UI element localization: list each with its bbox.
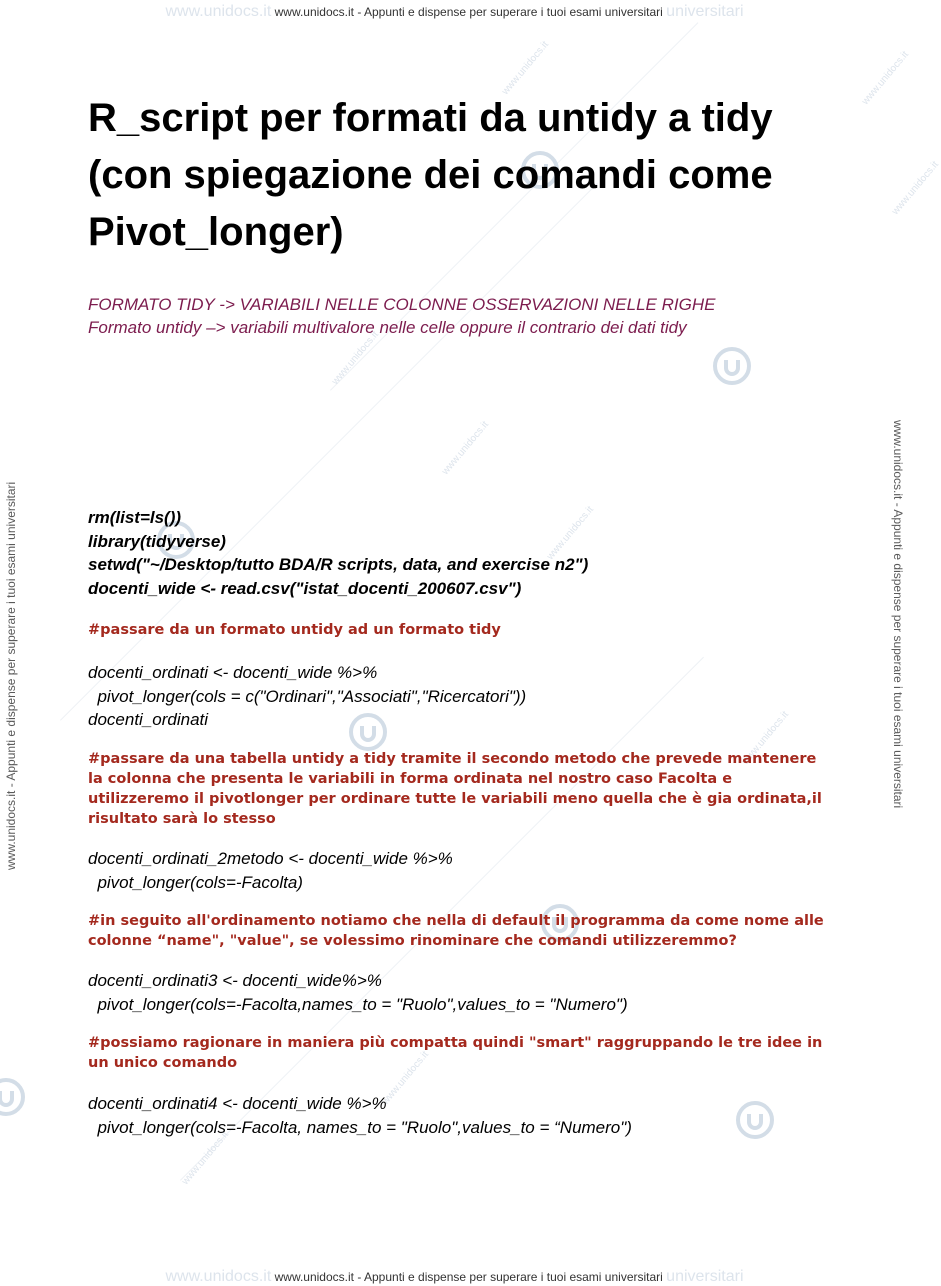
code-line: docenti_ordinati <- docenti_wide %>% [88,663,378,682]
code-line: docenti_ordinati3 <- docenti_wide%>% [88,971,382,990]
watermark-ghost-left: www.unidocs.it [165,1268,272,1285]
code-line: pivot_longer(cols=-Facolta, names_to = "Ruolo",values_to = “Numero") [88,1117,632,1137]
watermark-diagonal: www.unidocs.it [500,39,551,98]
watermark-diagonal: www.unidocs.it [180,1129,231,1188]
watermark-side-right: www.unidocs.it - Appunti e dispense per superare i tuoi esami universitari [891,420,905,809]
code-line: docenti_ordinati4 <- docenti_wide %>% [88,1094,387,1113]
watermark-diagonal: www.unidocs.it [380,1049,431,1108]
code-line: pivot_longer(cols = c("Ordinari","Associati","Ricercatori")) [88,686,527,706]
code-line: pivot_longer(cols=-Facolta,names_to = "Ruolo",values_to = "Numero") [88,994,628,1014]
section-comment: #passare da una tabella untidy a tidy tramite il secondo metodo che prevede mantenere la colonna che presenta le variabili in forma ordinata nel nostro caso Facolta e utilizzeremo il pivotlonger per ordinare tutte le variabili meno quella che è gia ordinata,il risultato sarà lo stesso [88,751,822,827]
code-line: docenti_ordinati_2metodo <- docenti_wide %>% [88,849,453,868]
code-line: docenti_ordinati [88,710,209,729]
watermark-side-left: www.unidocs.it - Appunti e dispense per superare i tuoi esami universitari [4,481,18,870]
section-code [88,1092,828,1139]
watermark-diagonal: www.unidocs.it [740,709,791,768]
watermark-diagonal: www.unidocs.it [890,159,941,218]
watermark-footer [0,1268,909,1286]
watermark-ghost-right: universitari [666,3,744,20]
watermark-diagonal: www.unidocs.it [545,504,596,563]
watermark-header-text: www.unidocs.it - Appunti e dispense per superare i tuoi esami universitari [274,5,663,19]
watermark-diagonal: www.unidocs.it [860,49,911,108]
subtitle-line: Formato untidy –> variabili multivalore nelle celle oppure il contrario dei dati tidy [88,318,687,337]
unidocs-logo-icon [712,346,752,386]
code-line: library(tidyverse) [88,531,226,551]
section-code [88,661,828,732]
unidocs-logo-icon [0,1077,26,1117]
document-title: R_script per formati da untidy a tidy (con spiegazione dei comandi come Pivot_longer) [88,96,773,254]
document-subtitle [88,293,848,339]
watermark-header [0,3,909,21]
subtitle-line: FORMATO TIDY -> VARIABILI NELLE COLONNE OSSERVAZIONI NELLE RIGHE [88,295,716,314]
watermark-ghost-left: www.unidocs.it [165,3,272,20]
code-line: rm(list=ls()) [88,508,182,527]
code-line: pivot_longer(cols=-Facolta) [88,872,303,892]
setup-code [88,506,828,600]
watermark-footer-text: www.unidocs.it - Appunti e dispense per superare i tuoi esami universitari [274,1270,663,1284]
section-comment: #passare da un formato untidy ad un formato tidy [88,622,501,638]
watermark-ghost-right: universitari [666,1268,744,1285]
section-code [88,969,828,1016]
section-comment: #possiamo ragionare in maniera più compatta quindi "smart" raggruppando le tre idee in un unico comando [88,1035,823,1071]
watermark-diagonal: www.unidocs.it [440,419,491,478]
section-code [88,847,828,894]
code-line: docenti_wide <- read.csv("istat_docenti_200607.csv") [88,578,522,598]
section-comment: #in seguito all'ordinamento notiamo che nella di default il programma da come nome alle colonne “name", "value", se volessimo rinominare che comandi utilizzeremmo? [88,913,824,949]
watermark-diagonal: www.unidocs.it [330,329,381,388]
code-line: setwd("~/Desktop/tutto BDA/R scripts, data, and exercise n2") [88,555,589,574]
